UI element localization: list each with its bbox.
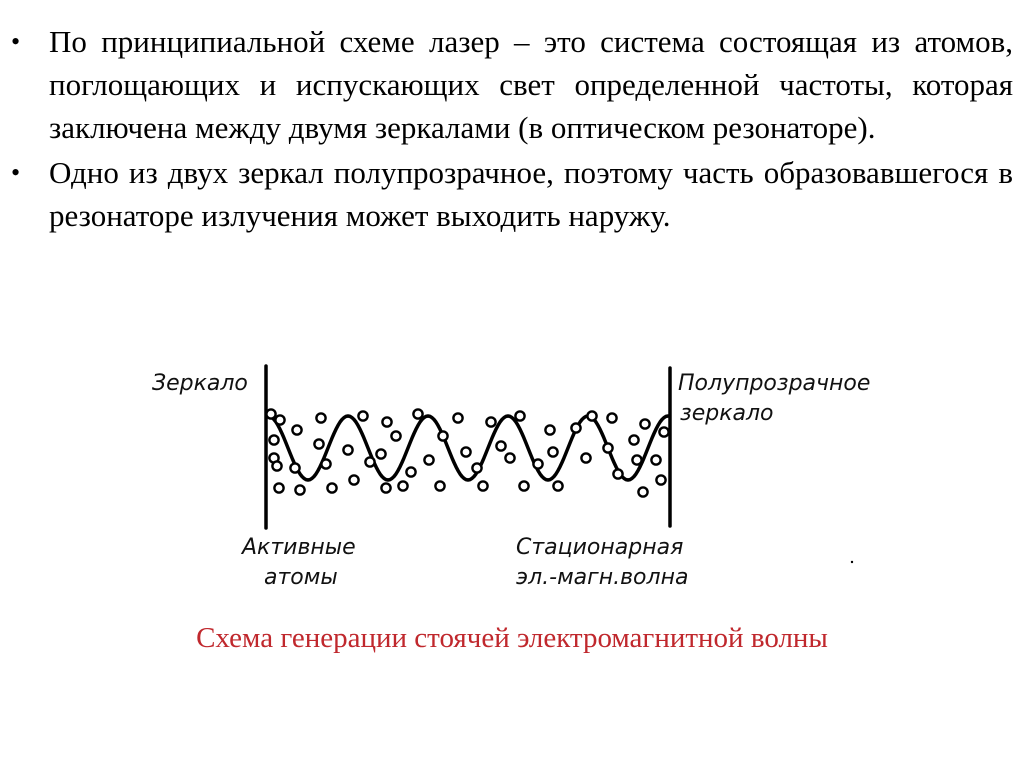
atom-circle [406, 467, 415, 476]
atom-circle [365, 457, 374, 466]
label-atoms-line1: Активные [242, 535, 356, 560]
atom-circle [553, 481, 562, 490]
resonator-diagram [140, 352, 900, 612]
label-wave-line2: эл.-магн.волна [516, 565, 689, 590]
atom-circle [472, 463, 481, 472]
atom-circle [435, 481, 444, 490]
atom-circle [638, 487, 647, 496]
atom-circle [266, 409, 275, 418]
atom-circle [413, 409, 422, 418]
atom-circle [486, 417, 495, 426]
atom-circle [321, 459, 330, 468]
atom-circle [438, 431, 447, 440]
bullet-item-1 [0, 20, 1024, 149]
atom-circle [519, 481, 528, 490]
atom-circle [295, 485, 304, 494]
atom-circle [424, 455, 433, 464]
atom-circle [533, 459, 542, 468]
atom-circle [613, 469, 622, 478]
atom-circle [349, 475, 358, 484]
atom-circle [632, 455, 641, 464]
atom-circle [607, 413, 616, 422]
atom-circle [274, 483, 283, 492]
label-wave-line1: Стационарная [516, 535, 684, 560]
label-semi-mirror-line2: зеркало [680, 401, 774, 426]
atom-circle [327, 483, 336, 492]
atom-circle [548, 447, 557, 456]
stray-dot [851, 561, 853, 563]
atom-circle [292, 425, 301, 434]
atom-circle [515, 411, 524, 420]
bullet-item-2 [0, 151, 1024, 237]
label-semi-mirror-line1: Полупрозрачное [678, 371, 871, 396]
atom-circle [290, 463, 299, 472]
atom-circle [545, 425, 554, 434]
atom-circle [376, 449, 385, 458]
atom-circle [571, 423, 580, 432]
atom-circle [314, 439, 323, 448]
atom-circle [343, 445, 352, 454]
atom-circle [651, 455, 660, 464]
atom-circle [269, 435, 278, 444]
atom-circle [398, 481, 407, 490]
atom-circle [478, 481, 487, 490]
atom-circle [453, 413, 462, 422]
atom-circle [603, 443, 612, 452]
atom-circle [272, 461, 281, 470]
bullet-marker: • [11, 27, 21, 56]
bullet-text-laser-definition: По принципиальной схеме лазер – это система состоящая из атомов, поглощающих и испускающих свет определенной частоты, которая заключена между двумя зеркалами (в оптическом резонаторе). [49, 24, 1013, 145]
atom-circle [382, 417, 391, 426]
atom-circle [656, 475, 665, 484]
atom-circle [358, 411, 367, 420]
bullet-marker: • [11, 158, 21, 187]
atom-circle [587, 411, 596, 420]
label-mirror: Зеркало [152, 371, 248, 396]
bullet-list [0, 20, 1024, 239]
atom-circle [391, 431, 400, 440]
atom-circle [461, 447, 470, 456]
atom-circle [275, 415, 284, 424]
atom-circle [381, 483, 390, 492]
atom-circle [496, 441, 505, 450]
atom-circle [640, 419, 649, 428]
atom-circle [659, 427, 668, 436]
atom-circle [316, 413, 325, 422]
atom-circle [581, 453, 590, 462]
atom-circle [505, 453, 514, 462]
bullet-text-semi-mirror: Одно из двух зеркал полупрозрачное, поэтому часть образовавшегося в резонаторе излучения может выходить наружу. [49, 155, 1013, 233]
figure-caption: Схема генерации стоячей электромагнитной волны [196, 622, 828, 654]
atom-circle [629, 435, 638, 444]
label-atoms-line2: атомы [264, 565, 338, 590]
